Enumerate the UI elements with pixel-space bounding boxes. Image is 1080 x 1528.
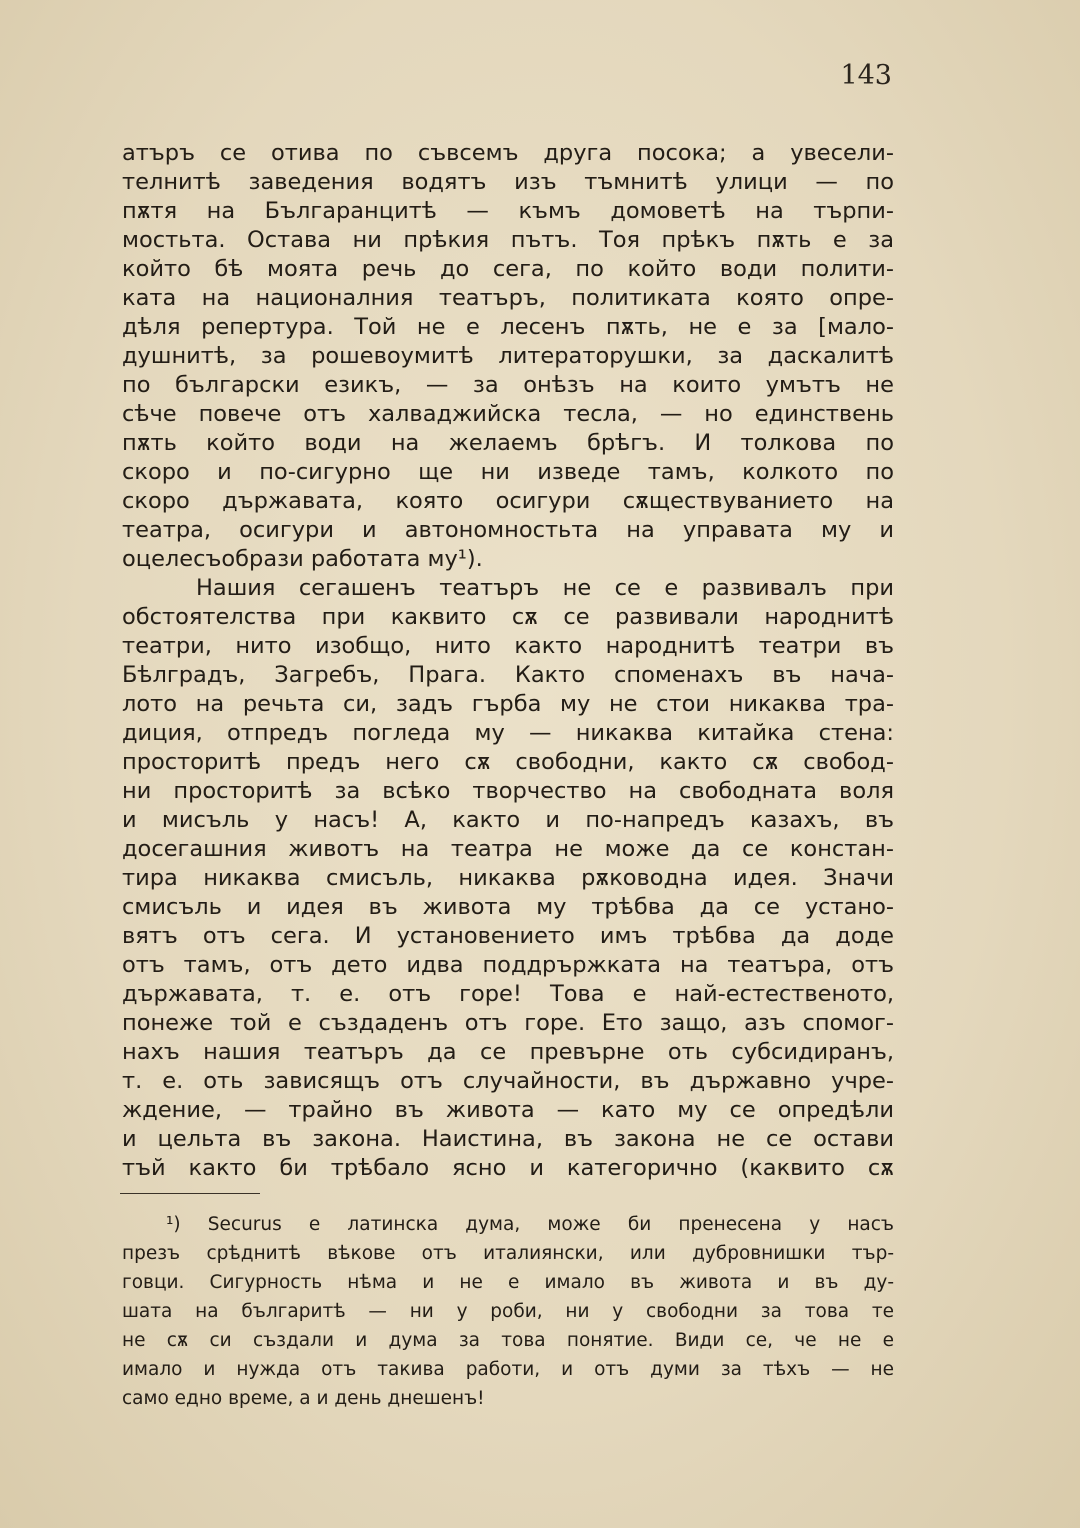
- text-line: театра, осигури и автономностьта на управата му и: [122, 517, 894, 543]
- footnote-line: имало и нужда отъ такива работи, и отъ думи за тѣхъ — не: [122, 1359, 894, 1380]
- text-line: Бѣлградъ, Загребъ, Прага. Както споменахъ въ нача-: [122, 662, 894, 688]
- text-line: душнитѣ, за рошевоумитѣ литераторушки, за даскалитѣ: [122, 343, 894, 369]
- text-line: нахъ нашия театъръ да се превърне оть субсидиранъ,: [122, 1039, 894, 1065]
- text-line: пѫтя на Българанцитѣ — къмъ домоветѣ на търпи-: [122, 198, 894, 224]
- text-line: тира никаква смисъль, никаква рѫководна идея. Значи: [122, 865, 894, 891]
- text-line: скоро държавата, която осигури сѫществуванието на: [122, 488, 894, 514]
- footnote-divider: [120, 1193, 260, 1194]
- text-line: ждение, — трайно въ живота — като му се опредѣли: [122, 1097, 894, 1123]
- text-line: досегашния животъ на театра не може да се констан-: [122, 836, 894, 862]
- footnote-line: говци. Сигурность нѣма и не е имало въ живота и въ ду-: [122, 1272, 894, 1293]
- text-line: мостьта. Остава ни прѣкия пътъ. Тоя прѣкъ пѫть е за: [122, 227, 894, 253]
- text-line: диция, отпредъ погледа му — никаква китайка стена:: [122, 720, 894, 746]
- text-line: дѣля репертура. Той не е лесенъ пѫть, не е за [мало-: [122, 314, 894, 340]
- text-line: който бѣ моята речь до сега, по който води полити-: [122, 256, 894, 282]
- text-line: вятъ отъ сега. И установението имъ трѣбва да доде: [122, 923, 894, 949]
- text-line: телнитѣ заведения водятъ изъ тъмнитѣ улици — по: [122, 169, 894, 195]
- text-line: и цельта въ закона. Наистина, въ закона не се остави: [122, 1126, 894, 1152]
- text-line: ката на националния театъръ, политиката която опре-: [122, 285, 894, 311]
- text-line: просторитѣ предъ него сѫ свободни, както сѫ свобод-: [122, 749, 894, 775]
- text-line: и мисъль у насъ! А, както и по-напредъ казахъ, въ: [122, 807, 894, 833]
- footnote-line: шата на българитѣ — ни у роби, ни у свободни за това те: [122, 1301, 894, 1322]
- text-line: т. е. оть зависящъ отъ случайности, въ държавно учре-: [122, 1068, 894, 1094]
- text-line: лото на речьта си, задъ гърба му не стои никаква тра-: [122, 691, 894, 717]
- text-line: пѫть който води на желаемъ брѣгъ. И толкова по: [122, 430, 894, 456]
- footnote-line: само едно време, а и день днешенъ!: [122, 1388, 485, 1409]
- paragraph-start-line: Нашия сегашенъ театъръ не се е развивалъ при: [196, 575, 894, 601]
- text-line: смисъль и идея въ живота му трѣбва да се устано-: [122, 894, 894, 920]
- text-line: сѣче повече отъ халваджийска тесла, — но единствень: [122, 401, 894, 427]
- footnote-line: не сѫ си създали и дума за това понятие. Види се, че не е: [122, 1330, 894, 1351]
- text-line: понеже той е създаденъ отъ горе. Ето защо, азъ спомог-: [122, 1010, 894, 1036]
- text-line: обстоятелства при каквито сѫ се развивали народнитѣ: [122, 604, 894, 630]
- main-text: [122, 139, 894, 1183]
- footnote-line: ¹) Securus е латинска дума, може би пренесена у насъ: [166, 1214, 894, 1235]
- text-line: атъръ се отива по съвсемъ друга посока; а увесели-: [122, 140, 894, 166]
- footnote: [122, 1210, 894, 1413]
- text-line: по български езикъ, — за онѣзъ на които умътъ не: [122, 372, 894, 398]
- page-number: 143: [840, 60, 892, 91]
- text-line: тъй както би трѣбало ясно и категорично (каквито сѫ: [122, 1155, 894, 1181]
- text-line: отъ тамъ, отъ дето идва поддрържката на театъра, отъ: [122, 952, 894, 978]
- text-line: ни просторитѣ за всѣко творчество на свободната воля: [122, 778, 894, 804]
- text-line: скоро и по-сигурно ще ни изведе тамъ, колкото по: [122, 459, 894, 485]
- text-line: държавата, т. е. отъ горе! Това е най-естественото,: [122, 981, 894, 1007]
- text-line: театри, нито изобщо, нито както народнитѣ театри въ: [122, 633, 894, 659]
- footnote-line: презъ срѣднитѣ вѣкове отъ италиянски, или дубровнишки тър-: [122, 1243, 894, 1264]
- paragraph-end-line: оцелесъобрази работата му¹).: [122, 546, 483, 572]
